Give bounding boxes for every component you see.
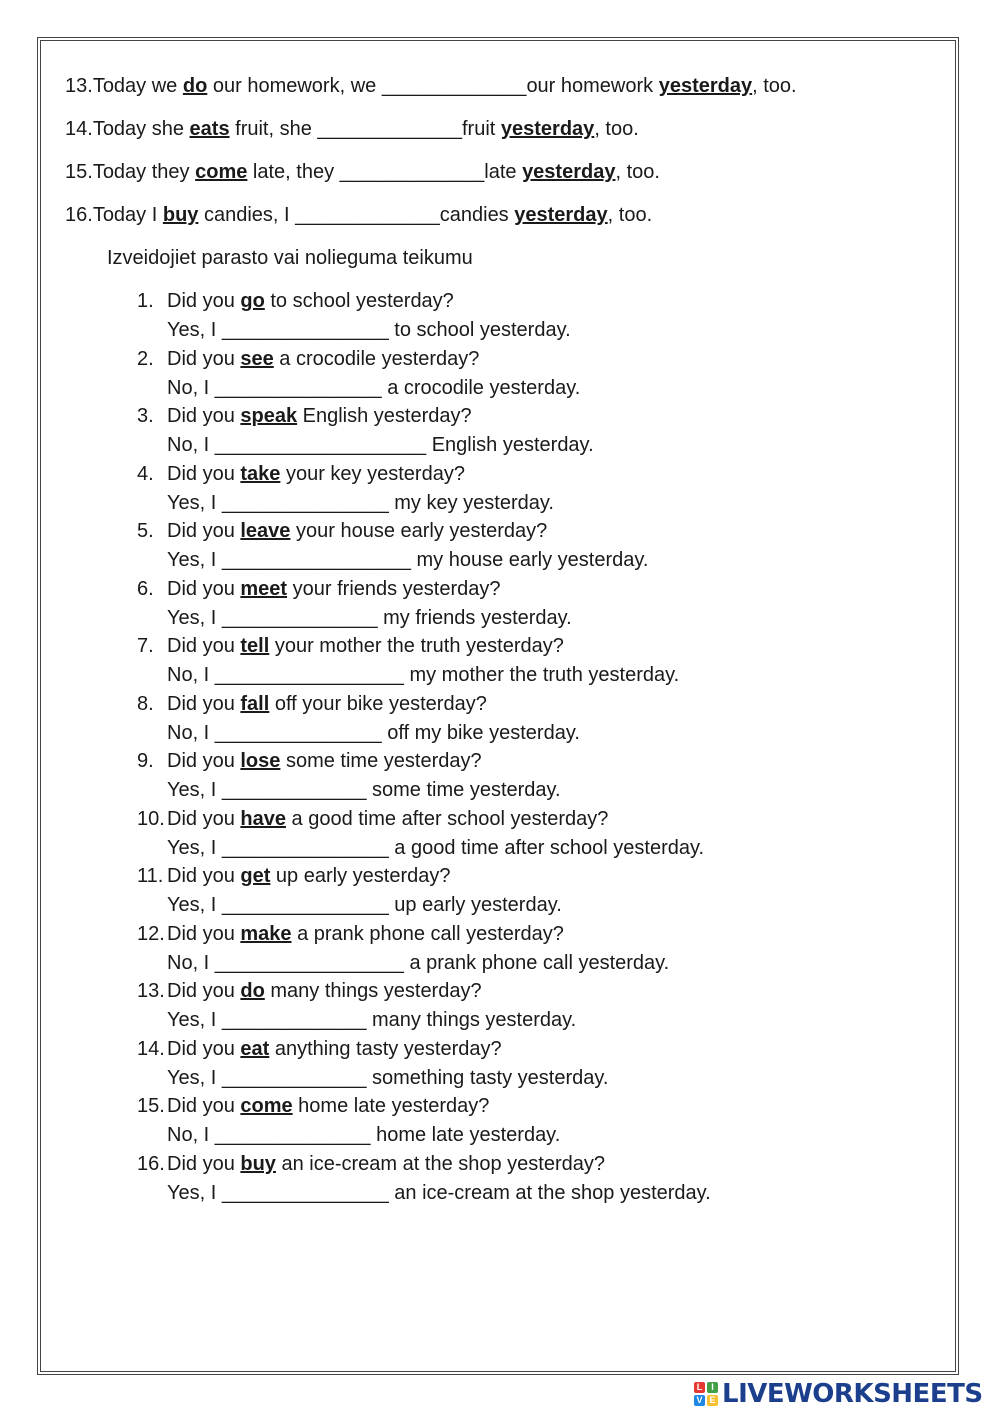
answer-line (167, 433, 594, 457)
logo-text: LIVEWORKSHEETS (722, 1379, 983, 1409)
verb-keyword: make (240, 923, 292, 945)
item-number: 8. (137, 693, 154, 715)
answer-blank[interactable]: _____________ (295, 204, 440, 226)
verb-keyword: do (240, 980, 265, 1002)
exercise-line (65, 74, 797, 98)
verb-keyword: do (182, 75, 208, 97)
item-number: 12. (137, 923, 165, 945)
question-text: Did you (167, 693, 241, 715)
verb-keyword: come (240, 1095, 293, 1117)
question-line (137, 634, 564, 658)
verb-keyword: have (240, 808, 286, 830)
answer-text: an ice-cream at the shop yesterday. (388, 1182, 711, 1204)
sentence-text: our homework, we (207, 75, 382, 97)
sentence-text: Today they (92, 161, 196, 183)
time-keyword: yesterday (522, 161, 616, 183)
verb-keyword: lose (240, 750, 281, 772)
verb-keyword: eat (240, 1038, 270, 1060)
question-text: Did you (167, 1038, 241, 1060)
answer-blank[interactable]: _______________ (221, 319, 389, 341)
answer-text: Yes, I (167, 837, 222, 859)
exercise-line (65, 117, 639, 141)
item-number: 4. (137, 463, 154, 485)
answer-blank[interactable]: ______________ (221, 607, 378, 629)
question-line (137, 404, 472, 428)
question-text: Did you (167, 635, 241, 657)
answer-text: a crocodile yesterday. (381, 377, 581, 399)
answer-text: Yes, I (167, 549, 222, 571)
item-number: 3. (137, 405, 154, 427)
sentence-text: Today we (92, 75, 183, 97)
item-number: 15. (65, 161, 93, 183)
answer-text: Yes, I (167, 1182, 222, 1204)
answer-blank[interactable]: _____________ (221, 779, 367, 801)
item-number: 16. (65, 204, 93, 226)
item-number: 6. (137, 578, 154, 600)
question-line (137, 347, 479, 371)
answer-text: No, I (167, 664, 215, 686)
question-text: your mother the truth yesterday? (269, 635, 564, 657)
answer-text: Yes, I (167, 607, 222, 629)
answer-line (167, 1181, 711, 1205)
question-text: English yesterday? (297, 405, 472, 427)
question-text: a crocodile yesterday? (273, 348, 480, 370)
verb-keyword: buy (162, 204, 199, 226)
verb-keyword: come (195, 161, 248, 183)
item-number: 7. (137, 635, 154, 657)
verb-keyword: go (240, 290, 265, 312)
question-text: Did you (167, 348, 241, 370)
question-line (137, 1152, 605, 1176)
answer-line (167, 1066, 608, 1090)
answer-text: off my bike yesterday. (381, 722, 580, 744)
sentence-text: fruit, she (229, 118, 318, 140)
item-number: 15. (137, 1095, 165, 1117)
answer-line (167, 663, 679, 687)
answer-line (167, 491, 554, 515)
item-number: 13. (137, 980, 165, 1002)
sentence-text: , too. (594, 118, 639, 140)
verb-keyword: leave (240, 520, 291, 542)
answer-text: a prank phone call yesterday. (403, 952, 670, 974)
question-text: Did you (167, 290, 241, 312)
question-text: to school yesterday? (264, 290, 454, 312)
sentence-text: , too. (607, 204, 653, 226)
verb-keyword: eats (189, 118, 230, 140)
answer-text: No, I (167, 1124, 215, 1146)
answer-line (167, 951, 669, 975)
question-text: a prank phone call yesterday? (291, 923, 564, 945)
verb-keyword: buy (240, 1153, 276, 1175)
answer-line (167, 1008, 576, 1032)
sentence-text: , too. (752, 75, 797, 97)
question-text: many things yesterday? (264, 980, 482, 1002)
item-number: 13. (65, 75, 93, 97)
question-text: your friends yesterday? (287, 578, 501, 600)
answer-blank[interactable]: _____________ (381, 75, 527, 97)
answer-line (167, 1123, 560, 1147)
sentence-text: late (484, 161, 523, 183)
item-number: 11. (137, 865, 164, 887)
answer-blank[interactable]: _______________ (214, 377, 382, 399)
answer-text: Yes, I (167, 1009, 222, 1031)
verb-keyword: take (240, 463, 281, 485)
answer-blank[interactable]: _________________ (221, 549, 411, 571)
item-number: 1. (137, 290, 154, 312)
question-text: up early yesterday? (270, 865, 451, 887)
answer-text: up early yesterday. (388, 894, 562, 916)
sentence-text: , too. (615, 161, 660, 183)
question-text: Did you (167, 808, 241, 830)
logo-mark-letter: L (694, 1382, 705, 1393)
question-text: Did you (167, 750, 241, 772)
question-text: Did you (167, 463, 241, 485)
answer-text: English yesterday. (426, 434, 594, 456)
question-line (137, 979, 482, 1003)
answer-blank[interactable]: _______________ (214, 722, 382, 744)
answer-blank[interactable]: _______________ (221, 894, 389, 916)
item-number: 9. (137, 750, 154, 772)
question-line (137, 519, 547, 543)
question-text: Did you (167, 980, 241, 1002)
question-text: off your bike yesterday? (269, 693, 487, 715)
question-text: Did you (167, 1095, 241, 1117)
question-text: your house early yesterday? (290, 520, 548, 542)
answer-line (167, 893, 562, 917)
item-number: 5. (137, 520, 154, 542)
answer-blank[interactable]: _________________ (214, 664, 404, 686)
question-line (137, 462, 465, 486)
verb-keyword: tell (240, 635, 270, 657)
answer-blank[interactable]: ___________________ (214, 434, 427, 456)
answer-blank[interactable]: _____________ (221, 1067, 367, 1089)
sentence-text: fruit (462, 118, 501, 140)
answer-text: to school yesterday. (388, 319, 571, 341)
question-text: Did you (167, 923, 241, 945)
question-text: Did you (167, 1153, 241, 1175)
answer-blank[interactable]: _____________ (221, 1009, 367, 1031)
verb-keyword: get (240, 865, 271, 887)
question-text: Did you (167, 520, 241, 542)
question-text: Did you (167, 865, 241, 887)
question-line (137, 922, 564, 946)
sentence-text: candies, I (198, 204, 296, 226)
answer-text: my key yesterday. (388, 492, 554, 514)
answer-text: something tasty yesterday. (366, 1067, 609, 1089)
answer-text: my friends yesterday. (377, 607, 572, 629)
answer-line (167, 778, 561, 802)
answer-blank[interactable]: _____________ (339, 161, 485, 183)
question-line (137, 864, 450, 888)
answer-text: No, I (167, 722, 215, 744)
question-text: a good time after school yesterday? (285, 808, 609, 830)
answer-line (167, 836, 704, 860)
answer-text: Yes, I (167, 492, 222, 514)
question-text: Did you (167, 405, 241, 427)
time-keyword: yesterday (514, 204, 608, 226)
question-text: some time yesterday? (280, 750, 482, 772)
answer-text: a good time after school yesterday. (388, 837, 705, 859)
sentence-text: Today I (92, 204, 163, 226)
answer-text: No, I (167, 377, 215, 399)
answer-blank[interactable]: _______________ (221, 837, 389, 859)
item-number: 14. (65, 118, 93, 140)
item-number: 2. (137, 348, 154, 370)
answer-text: No, I (167, 434, 215, 456)
sentence-text: Today she (92, 118, 190, 140)
answer-blank[interactable]: _____________ (317, 118, 462, 140)
question-line (137, 289, 454, 313)
liveworksheets-logo (694, 1378, 983, 1410)
exercise-line (65, 160, 660, 184)
question-line (137, 692, 487, 716)
verb-keyword: speak (240, 405, 298, 427)
logo-mark-letter: E (707, 1395, 718, 1406)
answer-line (167, 721, 580, 745)
answer-text: some time yesterday. (366, 779, 561, 801)
question-line (137, 577, 501, 601)
sentence-text: our homework (526, 75, 659, 97)
question-line (137, 807, 608, 831)
question-line (137, 1037, 502, 1061)
answer-blank[interactable]: _______________ (221, 1182, 389, 1204)
answer-text: Yes, I (167, 319, 222, 341)
verb-keyword: meet (240, 578, 288, 600)
verb-keyword: fall (240, 693, 270, 715)
question-line (137, 749, 482, 773)
time-keyword: yesterday (658, 75, 753, 97)
answer-text: Yes, I (167, 894, 222, 916)
time-keyword: yesterday (500, 118, 595, 140)
logo-mark-icon (694, 1382, 718, 1406)
question-line (137, 1094, 489, 1118)
answer-line (167, 548, 648, 572)
question-text: an ice-cream at the shop yesterday? (275, 1153, 605, 1175)
answer-text: my mother the truth yesterday. (403, 664, 680, 686)
verb-keyword: see (240, 348, 274, 370)
question-text: home late yesterday? (292, 1095, 490, 1117)
answer-text: Yes, I (167, 1067, 222, 1089)
logo-mark-letter: I (707, 1382, 718, 1393)
answer-text: Yes, I (167, 779, 222, 801)
answer-blank[interactable]: ______________ (214, 1124, 371, 1146)
sentence-text: candies (439, 204, 515, 226)
exercise-line (65, 203, 652, 227)
sentence-text: late, they (247, 161, 340, 183)
logo-mark-letter: V (694, 1395, 705, 1406)
item-number: 10. (137, 808, 165, 830)
answer-text: many things yesterday. (366, 1009, 577, 1031)
question-text: Did you (167, 578, 241, 600)
question-text: anything tasty yesterday? (269, 1038, 502, 1060)
answer-blank[interactable]: _______________ (221, 492, 389, 514)
question-text: your key yesterday? (280, 463, 465, 485)
answer-text: my house early yesterday. (410, 549, 649, 571)
instruction-text: Izveidojiet parasto vai nolieguma teikumu (107, 247, 473, 269)
answer-line (167, 376, 580, 400)
answer-text: No, I (167, 952, 215, 974)
answer-line (167, 318, 571, 342)
answer-blank[interactable]: _________________ (214, 952, 404, 974)
answer-text: home late yesterday. (370, 1124, 561, 1146)
answer-line (167, 606, 572, 630)
item-number: 16. (137, 1153, 165, 1175)
item-number: 14. (137, 1038, 165, 1060)
